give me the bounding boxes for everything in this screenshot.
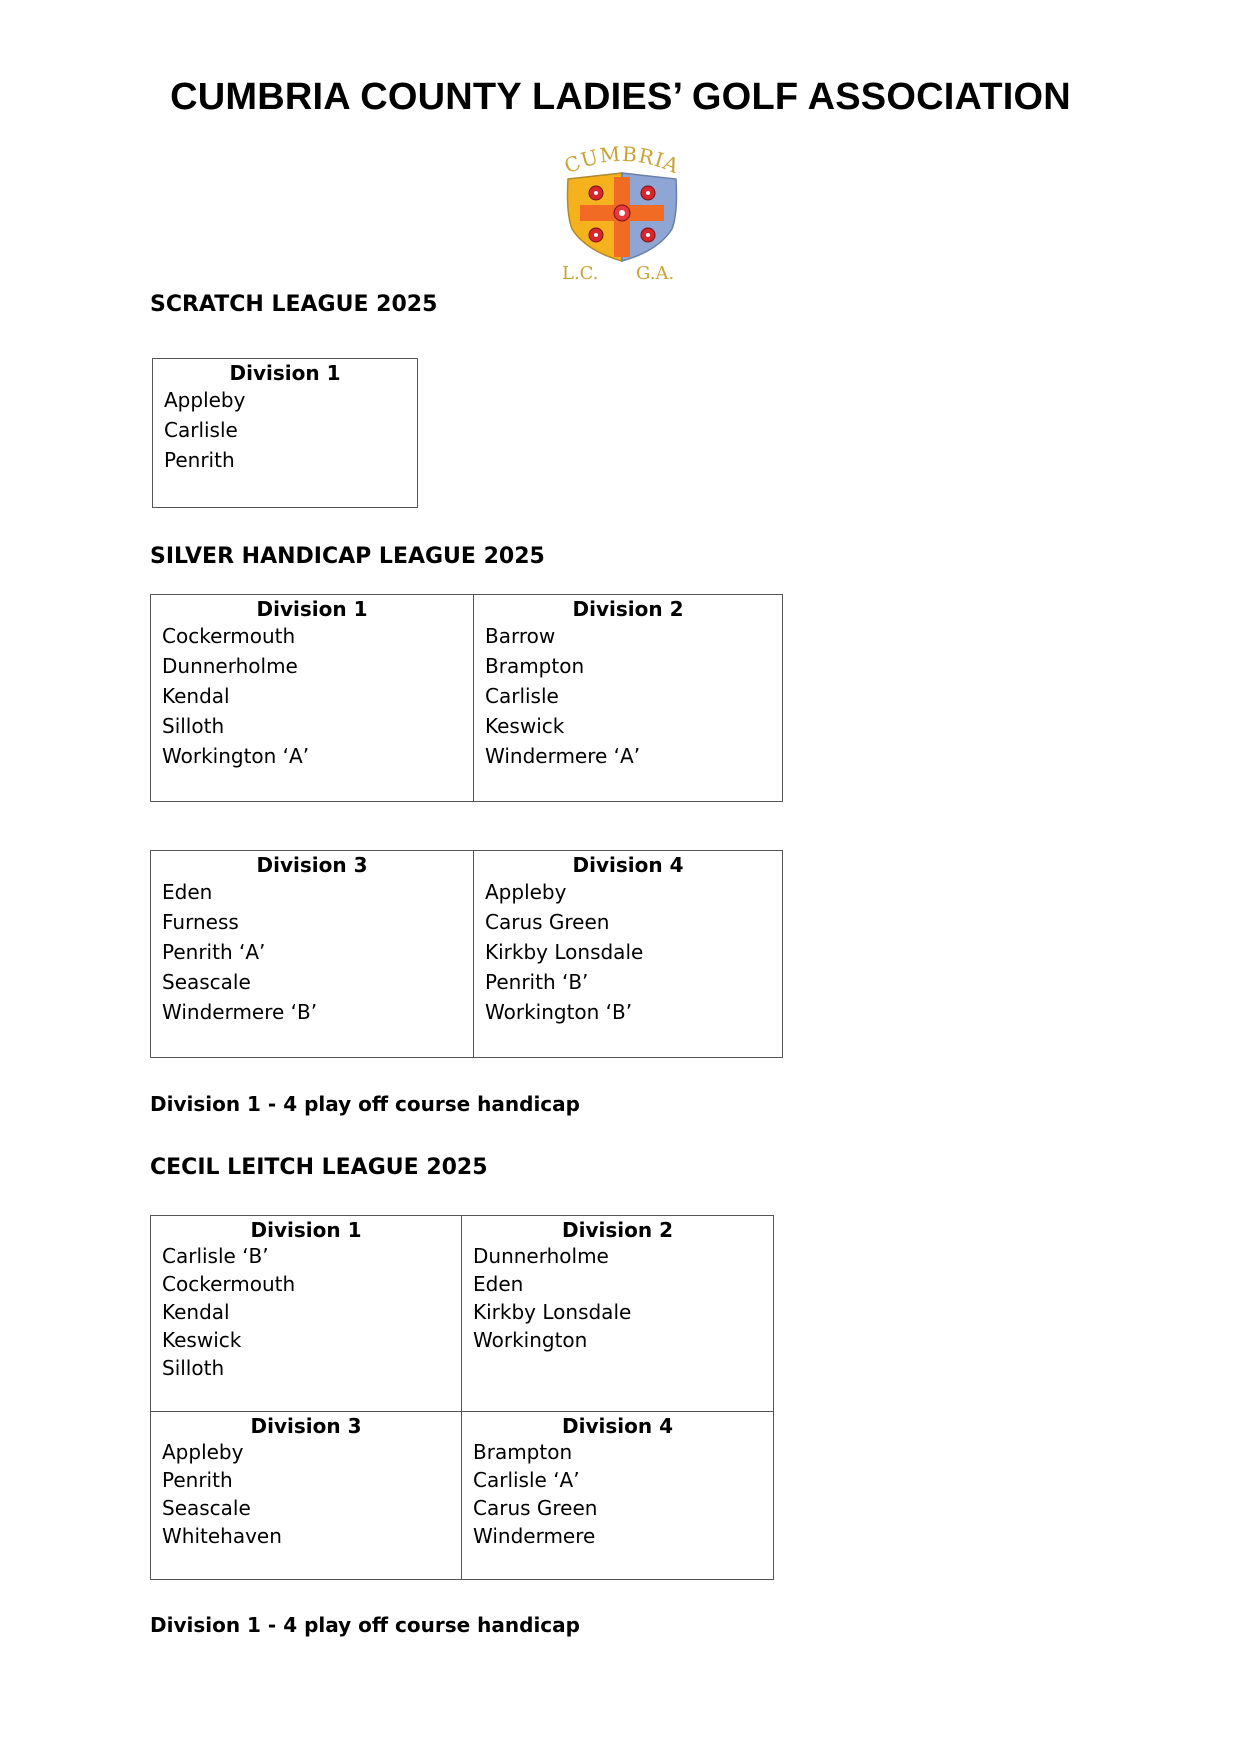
cecil-leitch-league-table — [150, 1215, 774, 1580]
cecil-leitch-league-note: Division 1 - 4 play off course handicap — [150, 1613, 580, 1637]
svg-text:G.A.: G.A. — [636, 263, 675, 283]
division-cell — [474, 595, 783, 802]
division-title: Division 1 — [229, 361, 341, 385]
division-title: Division 4 — [562, 1414, 673, 1438]
club-name: Silloth — [162, 714, 225, 738]
club-name: Penrith — [162, 1468, 233, 1492]
club-name: Windermere — [473, 1524, 596, 1548]
division-cell — [151, 1412, 462, 1580]
club-name: Cockermouth — [162, 624, 296, 648]
club-name: Carlisle — [485, 684, 559, 708]
club-name: Seascale — [162, 970, 251, 994]
club-name: Barrow — [485, 624, 556, 648]
scratch-league-table — [152, 358, 418, 508]
club-name: Penrith — [164, 448, 235, 472]
division-title: Division 4 — [572, 853, 684, 877]
division-cell — [462, 1412, 774, 1580]
division-cell — [153, 359, 418, 508]
club-name: Penrith ‘B’ — [485, 970, 589, 994]
division-cell — [462, 1216, 774, 1412]
club-name: Furness — [162, 910, 239, 934]
division-cell — [474, 851, 783, 1058]
club-name: Cockermouth — [162, 1272, 296, 1296]
club-name: Appleby — [162, 1440, 244, 1464]
club-name: Penrith ‘A’ — [162, 940, 266, 964]
division-title: Division 3 — [250, 1414, 362, 1438]
silver-league-note: Division 1 - 4 play off course handicap — [150, 1092, 580, 1116]
club-name: Kendal — [162, 684, 230, 708]
division-cell — [151, 1216, 462, 1412]
club-name: Workington ‘A’ — [162, 744, 310, 768]
club-name: Whitehaven — [162, 1524, 282, 1548]
club-name: Brampton — [473, 1440, 573, 1464]
club-name: Workington — [473, 1328, 588, 1352]
club-name: Carlisle ‘B’ — [162, 1244, 269, 1268]
scratch-league-heading: SCRATCH LEAGUE 2025 — [150, 292, 438, 317]
club-name: Appleby — [485, 880, 567, 904]
club-name: Kendal — [162, 1300, 230, 1324]
club-name: Dunnerholme — [473, 1244, 609, 1268]
cecil-leitch-league-heading: CECIL LEITCH LEAGUE 2025 — [150, 1155, 488, 1180]
club-name: Eden — [473, 1272, 524, 1296]
club-name: Keswick — [162, 1328, 242, 1352]
club-name: Seascale — [162, 1496, 251, 1520]
division-title: Division 1 — [256, 597, 368, 621]
svg-text:CUMBRIA: CUMBRIA — [560, 143, 684, 179]
club-name: Brampton — [485, 654, 585, 678]
club-name: Carus Green — [473, 1496, 598, 1520]
division-title: Division 2 — [572, 597, 684, 621]
division-title: Division 3 — [256, 853, 368, 877]
club-name: Silloth — [162, 1356, 225, 1380]
club-name: Kirkby Lonsdale — [485, 940, 644, 964]
club-name: Carlisle ‘A’ — [473, 1468, 580, 1492]
club-name: Workington ‘B’ — [485, 1000, 633, 1024]
silver-league-table-2 — [150, 850, 783, 1058]
club-name: Carlisle — [164, 418, 238, 442]
club-name: Kirkby Lonsdale — [473, 1300, 632, 1324]
club-name: Carus Green — [485, 910, 610, 934]
club-name: Appleby — [164, 388, 246, 412]
club-name: Windermere ‘B’ — [162, 1000, 318, 1024]
silver-handicap-league-heading: SILVER HANDICAP LEAGUE 2025 — [150, 544, 545, 569]
cumbria-lcga-crest-icon — [556, 143, 688, 283]
division-cell — [151, 851, 474, 1058]
club-name: Eden — [162, 880, 213, 904]
page-title: CUMBRIA COUNTY LADIES’ GOLF ASSOCIATION — [170, 76, 1071, 118]
division-cell — [151, 595, 474, 802]
division-title: Division 2 — [562, 1218, 673, 1242]
division-title: Division 1 — [250, 1218, 362, 1242]
club-name: Keswick — [485, 714, 565, 738]
svg-text:L.C.: L.C. — [562, 263, 599, 283]
club-name: Windermere ‘A’ — [485, 744, 641, 768]
club-name: Dunnerholme — [162, 654, 298, 678]
silver-league-table-1 — [150, 594, 783, 802]
